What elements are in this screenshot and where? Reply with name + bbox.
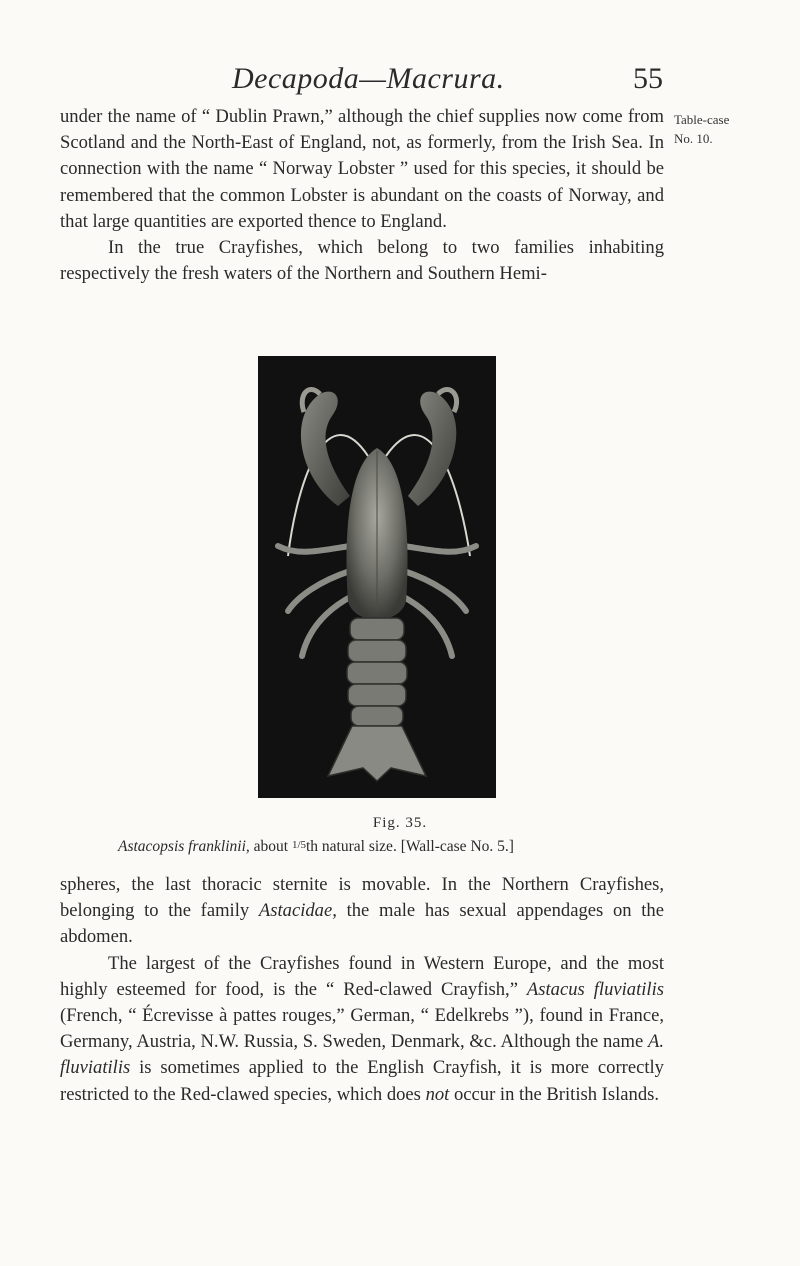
crayfish-illustration	[258, 356, 496, 798]
figure-label: Fig. 35.	[372, 815, 428, 831]
paragraph: In the true Crayfishes, which belong to two families inhabiting respectively the fresh waters of the Northern and Southern Hemi-	[60, 237, 664, 285]
caption-fraction: 1/5	[291, 839, 306, 851]
emphasis: not	[425, 1083, 450, 1105]
text-run: is sometimes applied to the English Crayfish, it is more correctly restricted to the Red-clawed species, which does	[60, 1057, 664, 1105]
page-header	[0, 62, 800, 102]
species-name: A. fluviatilis	[60, 1031, 665, 1079]
family-name: Astacidae,	[258, 900, 337, 922]
margin-note-line-1: Table-case	[674, 112, 730, 127]
lower-text	[60, 872, 664, 1108]
paragraph	[60, 951, 664, 1108]
text-run: The largest of the Crayfishes found in Western Europe, and the most highly esteemed for food, is the “ Red-clawed Crayfish,”	[60, 952, 664, 1000]
margin-note	[674, 110, 729, 148]
running-title: Decapoda—Macrura.	[232, 62, 505, 95]
paragraph	[60, 872, 664, 951]
upper-text	[60, 104, 664, 287]
caption-about: about	[253, 838, 289, 855]
crayfish-photograph	[258, 356, 496, 798]
page-number: 55	[633, 62, 663, 95]
text-run: spheres, the last thoracic sternite is movable. In the Northern Crayfishes, belonging to the family	[60, 874, 664, 922]
margin-note-line-2: No. 10.	[674, 131, 713, 146]
species-name: Astacus fluviatilis	[526, 978, 664, 1000]
text-run: the male has sexual appendages on the abdomen.	[60, 900, 664, 948]
figure-caption	[118, 838, 678, 856]
text-run: (French, “ Écrevisse à pattes rouges,” German, “ Edelkrebs ”), found in France, Germany, Austria, N.W. Russia, S. Sweden, Denmark, &c. Although the name	[60, 1005, 664, 1053]
caption-rest: th natural size. [Wall-case No. 5.]	[306, 838, 514, 855]
caption-species: Astacopsis franklinii,	[118, 838, 250, 855]
text-run: occur in the British Islands.	[453, 1083, 659, 1105]
paragraph: under the name of “ Dublin Prawn,” although the chief supplies now come from Scotland and the North-East of England, not, as formerly, from the Irish Sea. In connection with the name “ Norway Lobster ” used for this species, it should be remembered that the common Lobster is abundant on the coasts of Norway, and that large quantities are exported thence to England.	[60, 106, 664, 232]
